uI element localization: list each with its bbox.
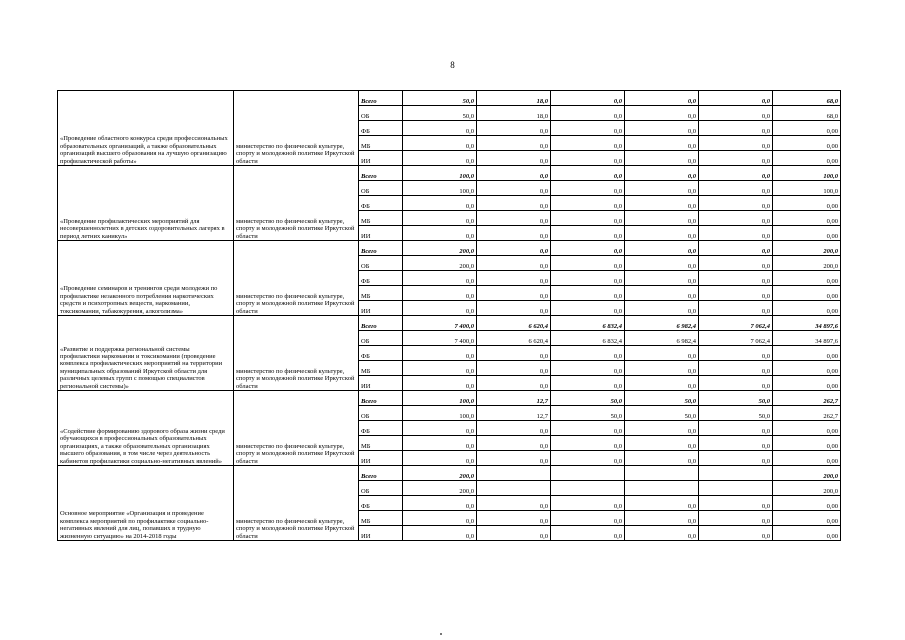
amount-cell: 0,0 — [477, 496, 551, 511]
amount-cell: 7 062,4 — [699, 316, 773, 331]
funding-source: ИИ — [359, 376, 403, 391]
amount-cell: 50,0 — [625, 406, 699, 421]
amount-cell: 200,0 — [403, 256, 477, 271]
funding-source: ИИ — [359, 526, 403, 541]
amount-cell: 0,0 — [699, 286, 773, 301]
amount-cell: 6 832,4 — [551, 331, 625, 346]
amount-cell: 0,0 — [551, 121, 625, 136]
amount-cell: 0,0 — [403, 526, 477, 541]
amount-cell: 0,0 — [625, 151, 699, 166]
activity-description: «Проведение профилактических мероприятий для несовершеннолетних в детских оздоровительных лагерях в период летних каникул» — [58, 166, 234, 241]
amount-cell: 0,0 — [403, 301, 477, 316]
amount-cell: 0,0 — [477, 211, 551, 226]
amount-cell: 0,0 — [551, 211, 625, 226]
amount-cell: 0,0 — [699, 451, 773, 466]
funding-source: ФБ — [359, 121, 403, 136]
amount-cell: 0,0 — [403, 376, 477, 391]
amount-cell: 0,0 — [477, 361, 551, 376]
table-row-total — [58, 391, 841, 406]
amount-cell: 0,0 — [699, 256, 773, 271]
amount-total-cell: 0,00 — [773, 196, 841, 211]
amount-cell: 0,0 — [625, 136, 699, 151]
amount-cell: 0,0 — [403, 361, 477, 376]
amount-total-cell: 200,0 — [773, 481, 841, 496]
amount-cell — [625, 466, 699, 481]
amount-total-cell: 262,7 — [773, 406, 841, 421]
amount-cell — [699, 481, 773, 496]
responsible-executor: министерство по физической культуре, спорту и молодежной политике Иркутской области — [234, 241, 359, 316]
amount-cell: 0,0 — [699, 166, 773, 181]
activity-description: «Содействие формированию здорового образа жизни среди обучающихся в профессиональных образовательных организациях, а также образовательных организациях высшего образования, в том числе через деятельность кабинетов профилактики социально-негативных явлений» — [58, 391, 234, 466]
amount-cell: 0,0 — [699, 346, 773, 361]
amount-cell: 0,0 — [477, 241, 551, 256]
table-row-total — [58, 91, 841, 106]
amount-cell: 0,0 — [551, 421, 625, 436]
amount-cell: 200,0 — [403, 481, 477, 496]
amount-cell: 0,0 — [699, 376, 773, 391]
amount-cell: 0,0 — [625, 436, 699, 451]
amount-cell: 0,0 — [551, 526, 625, 541]
amount-cell: 0,0 — [403, 421, 477, 436]
amount-cell: 0,0 — [551, 226, 625, 241]
responsible-executor: министерство по физической культуре, спорту и молодежной политике Иркутской области — [234, 316, 359, 391]
page-number: 8 — [450, 60, 455, 70]
amount-cell: 0,0 — [699, 106, 773, 121]
funding-source: ФБ — [359, 271, 403, 286]
amount-cell: 0,0 — [477, 196, 551, 211]
amount-total-cell: 0,00 — [773, 151, 841, 166]
amount-cell: 0,0 — [551, 511, 625, 526]
amount-cell: 0,0 — [625, 361, 699, 376]
funding-source: ФБ — [359, 346, 403, 361]
amount-cell: 6 832,4 — [551, 316, 625, 331]
amount-total-cell: 0,00 — [773, 271, 841, 286]
amount-cell: 50,0 — [699, 391, 773, 406]
amount-cell: 0,0 — [699, 91, 773, 106]
amount-cell: 100,0 — [403, 391, 477, 406]
table-row-total — [58, 241, 841, 256]
funding-source: ОБ — [359, 106, 403, 121]
amount-cell: 0,0 — [625, 256, 699, 271]
amount-cell: 0,0 — [477, 301, 551, 316]
amount-cell: 0,0 — [699, 151, 773, 166]
amount-cell: 200,0 — [403, 466, 477, 481]
amount-cell: 0,0 — [699, 136, 773, 151]
funding-source: ФБ — [359, 496, 403, 511]
amount-cell: 6 620,4 — [477, 316, 551, 331]
amount-cell: 0,0 — [699, 496, 773, 511]
funding-source: Всего — [359, 241, 403, 256]
amount-cell: 7 400,0 — [403, 316, 477, 331]
funding-source: Всего — [359, 316, 403, 331]
amount-cell: 0,0 — [551, 361, 625, 376]
amount-cell: 0,0 — [699, 181, 773, 196]
amount-cell: 0,0 — [625, 106, 699, 121]
activity-description: «Развитие и поддержка региональной системы профилактики наркомании и токсикомании (проведение комплекса профилактических мероприятий на территории муниципальных образований Иркутской области для различных целевых групп с помощью специалистов региональной системы)» — [58, 316, 234, 391]
amount-cell: 50,0 — [551, 391, 625, 406]
amount-total-cell: 34 897,6 — [773, 316, 841, 331]
funding-source: МБ — [359, 136, 403, 151]
amount-cell: 200,0 — [403, 241, 477, 256]
amount-cell: 100,0 — [403, 181, 477, 196]
amount-total-cell: 0,00 — [773, 226, 841, 241]
funding-source: МБ — [359, 361, 403, 376]
funding-source: ФБ — [359, 196, 403, 211]
amount-cell: 0,0 — [477, 346, 551, 361]
amount-cell: 100,0 — [403, 406, 477, 421]
table-body — [58, 91, 841, 541]
amount-total-cell: 0,00 — [773, 361, 841, 376]
amount-cell: 0,0 — [477, 121, 551, 136]
amount-cell: 0,0 — [551, 181, 625, 196]
amount-total-cell: 0,00 — [773, 376, 841, 391]
table-row-total — [58, 466, 841, 481]
amount-cell — [551, 466, 625, 481]
funding-source: МБ — [359, 436, 403, 451]
amount-cell: 0,0 — [699, 436, 773, 451]
responsible-executor: министерство по физической культуре, спорту и молодежной политике Иркутской области — [234, 166, 359, 241]
amount-cell: 0,0 — [551, 241, 625, 256]
amount-cell — [625, 481, 699, 496]
amount-cell: 0,0 — [625, 451, 699, 466]
amount-cell: 0,0 — [625, 421, 699, 436]
amount-cell: 0,0 — [403, 196, 477, 211]
amount-cell: 0,0 — [625, 271, 699, 286]
responsible-executor: министерство по физической культуре, спорту и молодежной политике Иркутской области — [234, 466, 359, 541]
amount-cell: 0,0 — [699, 361, 773, 376]
amount-cell: 0,0 — [477, 451, 551, 466]
amount-cell: 0,0 — [625, 286, 699, 301]
funding-source: ОБ — [359, 331, 403, 346]
amount-cell: 0,0 — [403, 271, 477, 286]
table-row-total — [58, 316, 841, 331]
funding-source: МБ — [359, 286, 403, 301]
funding-source: ОБ — [359, 181, 403, 196]
amount-cell: 0,0 — [699, 271, 773, 286]
amount-cell: 0,0 — [477, 226, 551, 241]
amount-cell: 0,0 — [551, 496, 625, 511]
amount-total-cell: 200,0 — [773, 466, 841, 481]
amount-cell: 6 620,4 — [477, 331, 551, 346]
amount-cell: 0,0 — [551, 256, 625, 271]
funding-source: ИИ — [359, 226, 403, 241]
amount-total-cell: 200,0 — [773, 256, 841, 271]
amount-cell: 0,0 — [477, 526, 551, 541]
amount-cell — [551, 481, 625, 496]
amount-total-cell: 0,00 — [773, 136, 841, 151]
amount-cell: 0,0 — [477, 256, 551, 271]
amount-cell: 0,0 — [551, 346, 625, 361]
amount-cell — [477, 466, 551, 481]
amount-cell: 0,0 — [625, 301, 699, 316]
funding-source: Всего — [359, 166, 403, 181]
amount-cell: 0,0 — [551, 376, 625, 391]
amount-cell: 0,0 — [699, 121, 773, 136]
amount-total-cell: 0,00 — [773, 121, 841, 136]
amount-cell: 0,0 — [551, 451, 625, 466]
amount-cell: 0,0 — [625, 196, 699, 211]
amount-cell: 0,0 — [477, 166, 551, 181]
amount-total-cell: 68,0 — [773, 91, 841, 106]
amount-cell: 0,0 — [551, 436, 625, 451]
amount-cell — [699, 466, 773, 481]
amount-cell: 0,0 — [625, 526, 699, 541]
amount-cell: 0,0 — [699, 301, 773, 316]
amount-cell: 50,0 — [403, 91, 477, 106]
funding-source: МБ — [359, 511, 403, 526]
amount-total-cell: 34 897,6 — [773, 331, 841, 346]
amount-cell: 18,0 — [477, 106, 551, 121]
amount-total-cell: 0,00 — [773, 436, 841, 451]
amount-cell: 0,0 — [403, 436, 477, 451]
activity-description: Основное мероприятие «Организация и проведение комплекса мероприятий по профилактике социально-негативных явлений для лиц, попавших в трудную жизненную ситуацию» на 2014-2018 годы — [58, 466, 234, 541]
amount-cell: 18,0 — [477, 91, 551, 106]
amount-cell: 0,0 — [551, 166, 625, 181]
amount-cell: 0,0 — [477, 181, 551, 196]
amount-cell: 0,0 — [625, 121, 699, 136]
amount-cell: 50,0 — [625, 391, 699, 406]
amount-total-cell: 0,00 — [773, 451, 841, 466]
amount-cell: 50,0 — [699, 406, 773, 421]
responsible-executor: министерство по физической культуре, спорту и молодежной политике Иркутской области — [234, 91, 359, 166]
funding-source: ОБ — [359, 256, 403, 271]
funding-source: ИИ — [359, 451, 403, 466]
amount-cell: 0,0 — [403, 121, 477, 136]
responsible-executor: министерство по физической культуре, спорту и молодежной политике Иркутской области — [234, 391, 359, 466]
funding-source: МБ — [359, 211, 403, 226]
amount-cell: 0,0 — [699, 511, 773, 526]
amount-cell: 0,0 — [551, 136, 625, 151]
amount-total-cell: 200,0 — [773, 241, 841, 256]
amount-cell: 100,0 — [403, 166, 477, 181]
funding-source: Всего — [359, 91, 403, 106]
amount-cell: 0,0 — [551, 286, 625, 301]
amount-cell: 6 982,4 — [625, 316, 699, 331]
funding-source: ИИ — [359, 301, 403, 316]
amount-cell: 12,7 — [477, 391, 551, 406]
amount-cell: 0,0 — [403, 286, 477, 301]
amount-cell: 0,0 — [403, 226, 477, 241]
amount-cell: 0,0 — [625, 166, 699, 181]
amount-total-cell: 100,0 — [773, 166, 841, 181]
amount-cell: 0,0 — [477, 271, 551, 286]
amount-total-cell: 0,00 — [773, 421, 841, 436]
funding-source: ОБ — [359, 481, 403, 496]
amount-cell: 0,0 — [477, 136, 551, 151]
amount-total-cell: 0,00 — [773, 286, 841, 301]
amount-cell: 0,0 — [625, 91, 699, 106]
amount-total-cell: 0,00 — [773, 301, 841, 316]
amount-cell: 0,0 — [625, 496, 699, 511]
amount-cell: 0,0 — [551, 271, 625, 286]
funding-source: ОБ — [359, 406, 403, 421]
amount-cell: 0,0 — [403, 136, 477, 151]
amount-total-cell: 0,00 — [773, 346, 841, 361]
amount-cell: 0,0 — [625, 241, 699, 256]
amount-cell: 0,0 — [699, 196, 773, 211]
amount-cell: 0,0 — [477, 286, 551, 301]
amount-total-cell: 0,00 — [773, 526, 841, 541]
amount-cell: 0,0 — [477, 376, 551, 391]
amount-cell: 0,0 — [551, 151, 625, 166]
amount-cell: 7 062,4 — [699, 331, 773, 346]
amount-cell: 0,0 — [403, 151, 477, 166]
amount-cell: 0,0 — [551, 301, 625, 316]
amount-cell: 0,0 — [551, 106, 625, 121]
amount-cell: 0,0 — [477, 511, 551, 526]
amount-cell: 0,0 — [403, 211, 477, 226]
amount-cell: 7 400,0 — [403, 331, 477, 346]
amount-cell: 0,0 — [625, 181, 699, 196]
amount-cell: 50,0 — [403, 106, 477, 121]
funding-source: Всего — [359, 391, 403, 406]
amount-cell: 0,0 — [403, 496, 477, 511]
amount-total-cell: 0,00 — [773, 211, 841, 226]
amount-cell: 0,0 — [403, 511, 477, 526]
amount-cell: 0,0 — [699, 526, 773, 541]
activity-description: «Проведение семинаров и тренингов среди молодежи по профилактике незаконного потребления наркотических средств и психотропных веществ, наркомании, токсикомании, табакокурения, алкоголизма» — [58, 241, 234, 316]
amount-cell: 0,0 — [551, 91, 625, 106]
amount-cell: 0,0 — [551, 196, 625, 211]
amount-cell: 0,0 — [699, 211, 773, 226]
amount-cell: 0,0 — [625, 226, 699, 241]
amount-total-cell: 0,00 — [773, 496, 841, 511]
amount-cell: 0,0 — [625, 376, 699, 391]
amount-cell: 0,0 — [403, 346, 477, 361]
amount-cell: 0,0 — [625, 346, 699, 361]
amount-total-cell: 262,7 — [773, 391, 841, 406]
amount-cell: 0,0 — [625, 511, 699, 526]
amount-cell: 0,0 — [699, 421, 773, 436]
table-row-total — [58, 166, 841, 181]
amount-total-cell: 100,0 — [773, 181, 841, 196]
amount-total-cell: 68,0 — [773, 106, 841, 121]
budget-table — [57, 90, 841, 541]
amount-cell — [477, 481, 551, 496]
amount-cell: 0,0 — [403, 451, 477, 466]
amount-cell: 0,0 — [699, 226, 773, 241]
amount-total-cell: 0,00 — [773, 511, 841, 526]
activity-description: «Проведение областного конкурса среди профессиональных образовательных организаций, а также образовательных организаций высшего образования на лучшую организацию профилактической работы» — [58, 91, 234, 166]
funding-source: ФБ — [359, 421, 403, 436]
scan-dot — [440, 633, 442, 635]
amount-cell: 0,0 — [625, 211, 699, 226]
amount-cell: 0,0 — [477, 436, 551, 451]
amount-cell: 0,0 — [477, 421, 551, 436]
amount-cell: 6 982,4 — [625, 331, 699, 346]
funding-source: ИИ — [359, 151, 403, 166]
amount-cell: 0,0 — [477, 151, 551, 166]
amount-cell: 50,0 — [551, 406, 625, 421]
funding-source: Всего — [359, 466, 403, 481]
amount-cell: 0,0 — [699, 241, 773, 256]
amount-cell: 12,7 — [477, 406, 551, 421]
